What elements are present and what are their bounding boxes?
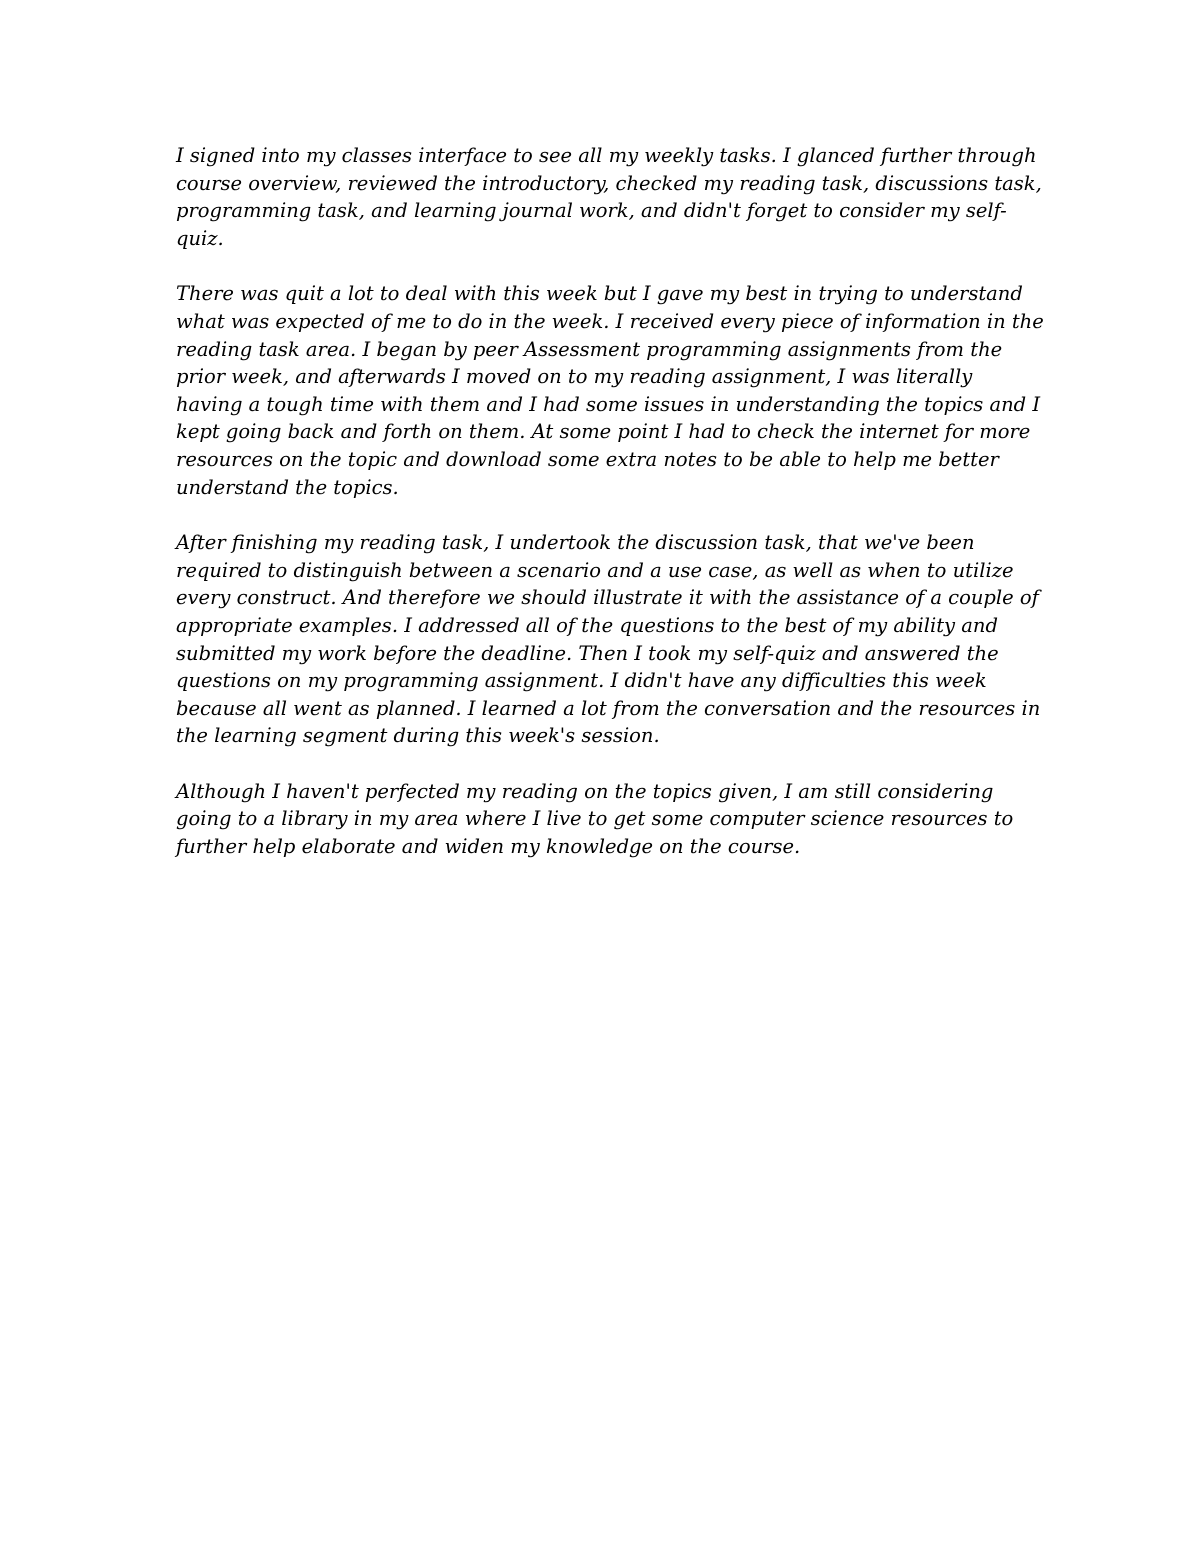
text-line: appropriate examples. I addressed all of the questions to the best of my ability and bbox=[176, 613, 998, 637]
text-line: required to distinguish between a scenario and a use case, as well as when to utilize bbox=[176, 558, 1014, 582]
document-body bbox=[176, 142, 1044, 889]
text-line: submitted my work before the deadline. Then I took my self-quiz and answered the bbox=[176, 641, 999, 665]
text-line: course overview, reviewed the introductory, checked my reading task, discussions task, bbox=[176, 171, 1042, 195]
text-line: After finishing my reading task, I undertook the discussion task, that we've been bbox=[176, 531, 975, 555]
text-line: kept going back and forth on them. At some point I had to check the internet for more bbox=[176, 420, 1031, 444]
text-line: further help elaborate and widen my knowledge on the course. bbox=[176, 835, 801, 859]
text-line: questions on my programming assignment. I didn't have any difficulties this week bbox=[176, 669, 987, 693]
text-line: going to a library in my area where I live to get some computer science resources to bbox=[176, 807, 1014, 831]
text-line: understand the topics. bbox=[176, 475, 399, 499]
paragraph-1 bbox=[176, 142, 1042, 252]
text-line: I signed into my classes interface to see all my weekly tasks. I glanced further through bbox=[176, 144, 1037, 167]
text-line: because all went as planned. I learned a lot from the conversation and the resources in bbox=[176, 696, 1041, 720]
text-line: quiz. bbox=[176, 226, 224, 250]
paragraph-3 bbox=[176, 529, 1041, 750]
text-line: having a tough time with them and I had some issues in understanding the topics and I bbox=[176, 392, 1041, 416]
text-line: There was quit a lot to deal with this week but I gave my best in trying to understand bbox=[176, 282, 1023, 306]
text-line: every construct. And therefore we should illustrate it with the assistance of a couple of bbox=[176, 586, 1039, 610]
text-line: reading task area. I began by peer Assessment programming assignments from the bbox=[176, 337, 1003, 361]
text-line: programming task, and learning journal work, and didn't forget to consider my self- bbox=[176, 199, 1007, 223]
text-line: the learning segment during this week's session. bbox=[176, 724, 660, 748]
text-line: prior week, and afterwards I moved on to my reading assignment, I was literally bbox=[176, 365, 973, 389]
text-line: what was expected of me to do in the week. I received every piece of information in the bbox=[176, 309, 1044, 333]
text-line: resources on the topic and download some extra notes to be able to help me better bbox=[176, 447, 999, 471]
text-line: Although I haven't perfected my reading on the topics given, I am still considering bbox=[176, 779, 994, 803]
paragraph-2 bbox=[176, 280, 1044, 501]
paragraph-4 bbox=[176, 778, 1026, 861]
